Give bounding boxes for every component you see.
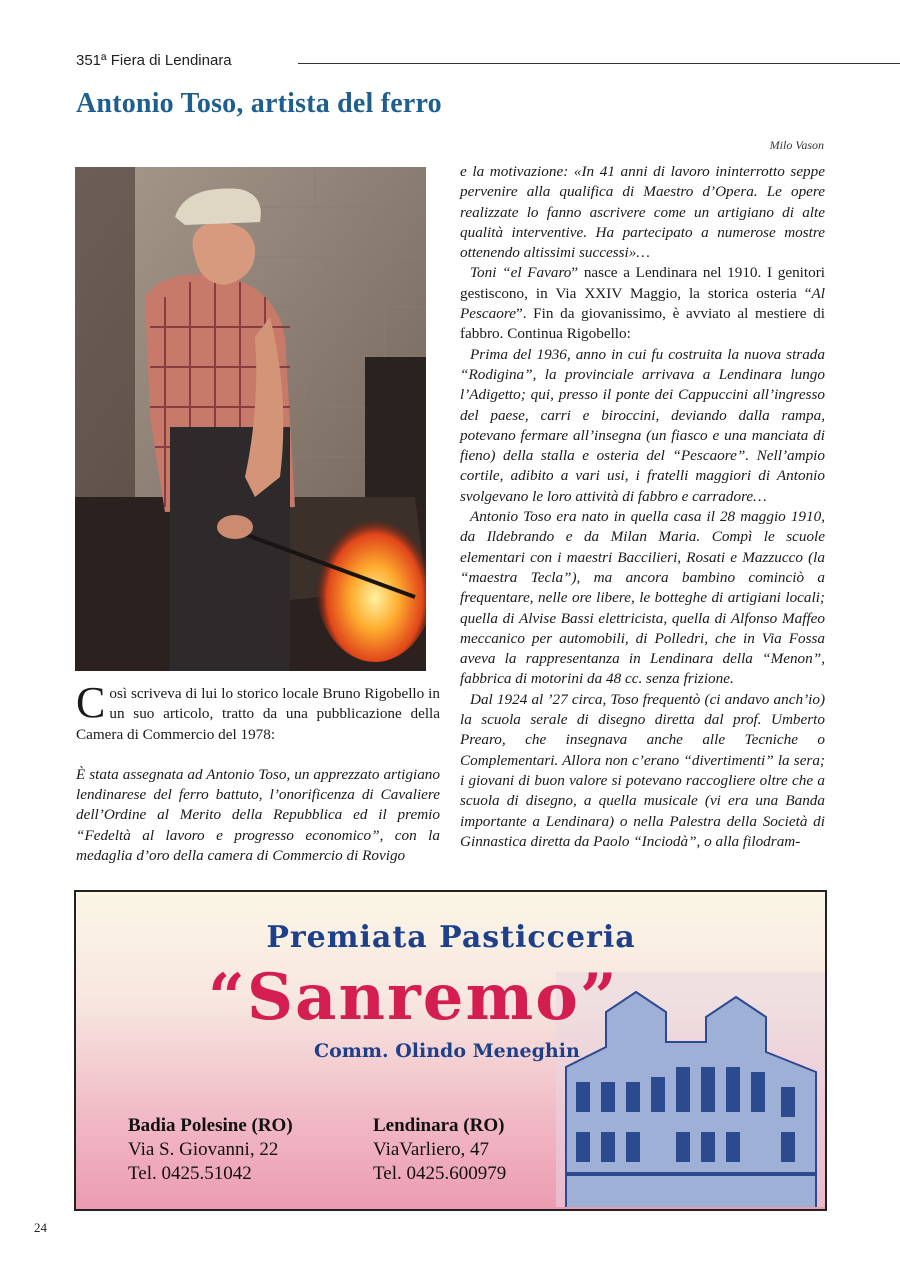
ad-headline: Premiata Pasticceria [266, 920, 636, 955]
paragraph-2-part-a: Toni “el Favaro [470, 264, 572, 282]
dropcap: C [76, 678, 106, 727]
ad-owner: Comm. Olindo Meneghin [314, 1040, 580, 1062]
blacksmith-photo [75, 167, 426, 671]
shop-phone: Tel. 0425.600979 [373, 1163, 507, 1184]
pasticceria-advertisement [74, 890, 827, 1211]
paragraph-2 [460, 263, 825, 344]
paragraph-4: Antonio Toso era nato in quella casa il 28 maggio 1910, da Ildebrando e da Milan Maria. Compì le scuole elementari con i maestri Baccilieri, Rosati e Mazzucco (la “maestra Tecla”), ma ancora bambino cominciò a frequentare, nelle ore libere, le botteghe di artigiani locali; quella di Alvise Bassi elettricista, quella di Alfonso Maffeo meccanico per automobili, di Polledri, che in Via Fossa aveva la rappresentanza in Lendinara della “Menon”, fabbrica di motorini da 48 cc. senza frizione. [460, 508, 825, 688]
shop-phone: Tel. 0425.51042 [128, 1163, 252, 1184]
ad-shop-name: “Sanremo” [208, 960, 619, 1035]
shop-street: Via S. Giovanni, 22 [128, 1139, 279, 1160]
shop-city: Badia Polesine (RO) [128, 1115, 293, 1136]
paragraph-1: e la motivazione: «In 41 anni di lavoro ininterrotto seppe pervenire alla qualifica di Maestro d’Opera. Le opere realizzate lo fanno ascrivere come un artigiano di alte qualità interventive. Ha partecipato a numerose mostre ottenendo altissimi successi»… [460, 163, 825, 262]
page-number: 24 [34, 1220, 47, 1235]
paragraph-2-part-c: Al Pescaore [460, 284, 825, 323]
shop-address-lendinara [373, 1114, 506, 1186]
intro-paragraph [76, 678, 440, 745]
intro-text: osì scriveva di lui lo storico locale Bruno Rigobello in un suo articolo, tratto da una pubblicazione della Camera di Commercio del 1978: [76, 685, 440, 743]
article-title: Antonio Toso, artista del ferro [76, 88, 442, 119]
paragraph-2-part-d: ”. Fin da giovanissimo, è avviato al mestiere di fabbro. Continua Rigobello: [460, 305, 825, 343]
quote-paragraph: È stata assegnata ad Antonio Toso, un apprezzato artigiano lendinarese del ferro battuto, l’onorificenza di Cavaliere dell’Ordine al Merito della Repubblica ed il premio “Fedeltà al lavoro e progresso economico”, con la medaglia d’oro della camera di Commercio di Rovigo [76, 765, 440, 865]
paragraph-3: Prima del 1936, anno in cui fu costruita la nuova strada “Rodigina”, la provinciale arrivava a Lendinara lungo l’Adigetto; qui, presso il ponte dei Cappuccini all’ingresso del paese, carri e biroccini, deviando dalla rampa, potevano fermare all’insegna (un fiasco e una manciata di fieno) della stalla e osteria del “Pescaore”. Nell’ampio cortile, adibito a vari usi, i fratelli maggiori di Antonio svolgevano le loro attività di fabbro e carradore… [460, 345, 825, 505]
right-column [460, 162, 825, 852]
shop-street: ViaVarliero, 47 [373, 1139, 489, 1160]
paragraph-2-part-b: ” nasce a Lendinara nel 1910. I genitori gestiscono, in Via XXIV Maggio, la storica osteria “ [460, 264, 825, 302]
running-header: 351ª Fiera di Lendinara [76, 52, 232, 69]
header-rule [298, 63, 900, 64]
article-author: Milo Vason [769, 138, 824, 152]
shop-city: Lendinara (RO) [373, 1115, 505, 1136]
shop-address-badia [128, 1114, 293, 1186]
paragraph-5: Dal 1924 al ’27 circa, Toso frequentò (ci andavo anch’io) la scuola serale di disegno diretta dal prof. Umberto Prearo, che insegnava anche alle Tecniche o Complementari. Allora non c’erano “divertimenti” la sera; i giovani di buon valore si potevano raccogliere oltre che a scuola di disegno, a quella musicale (vi era una Banda importante a Lendinara) o nella Palestra della Società di Ginnastica diretta da Paolo “Inciodà”, o alla filodram- [460, 690, 825, 850]
left-column [76, 678, 440, 866]
